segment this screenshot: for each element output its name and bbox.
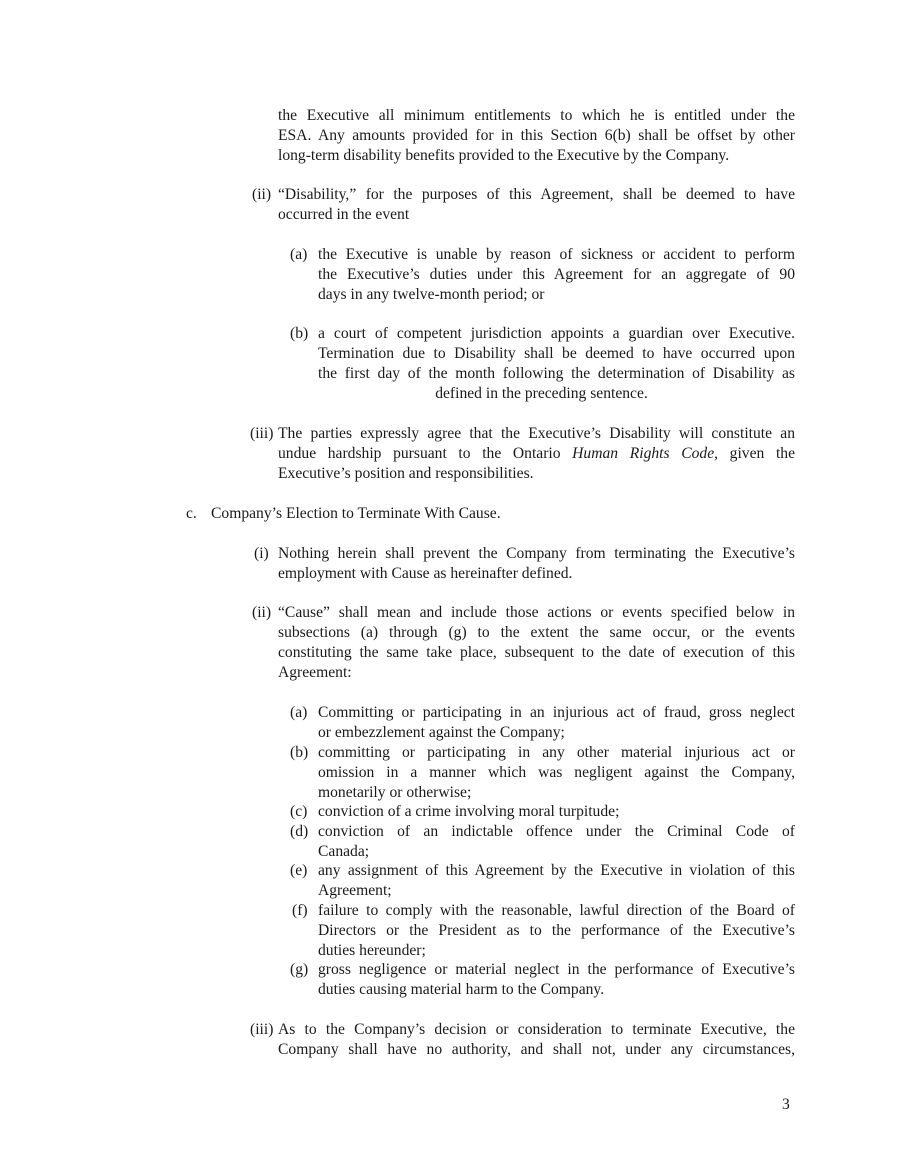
text-line: a court of competent jurisdiction appoints a guardian over Executive. <box>318 325 795 342</box>
subclause-marker: (f) <box>292 902 308 919</box>
text-line: defined in the preceding sentence. <box>435 385 648 402</box>
text-line: Termination due to Disability shall be deemed to have occurred upon <box>318 345 795 362</box>
subclause-marker: (d) <box>290 823 309 840</box>
clause-marker: (iii) <box>250 425 274 442</box>
cause-item-e <box>318 861 795 901</box>
text-line: “Disability,” for the purposes of this Agreement, shall be deemed to have <box>278 186 795 203</box>
text-line: the Executive is unable by reason of sickness or accident to perform <box>318 246 795 263</box>
text-line: Agreement; <box>318 882 392 899</box>
text-line: conviction of an indictable offence under the Criminal Code of <box>318 823 795 840</box>
subclause-marker: (c) <box>290 803 308 820</box>
cause-item-g <box>318 960 795 1000</box>
text-line: The parties expressly agree that the Executive’s Disability will constitute an <box>278 425 795 442</box>
disability-subclause-a <box>318 245 795 305</box>
text-line: the Executive’s duties under this Agreement for an aggregate of 90 <box>318 266 795 283</box>
subclause-marker: (b) <box>290 744 309 761</box>
text-line: conviction of a crime involving moral turpitude; <box>318 803 620 820</box>
text-line: Directors or the President as to the performance of the Executive’s <box>318 922 795 939</box>
text-line: As to the Company’s decision or consideration to terminate Executive, the <box>278 1021 795 1038</box>
disability-definition <box>278 185 795 225</box>
section-marker: c. <box>186 505 197 522</box>
cause-item-c <box>318 802 795 822</box>
text-line: committing or participating in any other material injurious act or <box>318 744 795 761</box>
text-line: Agreement: <box>278 664 352 681</box>
text-line: duties causing material harm to the Company. <box>318 981 605 998</box>
disability-subclause-b <box>318 324 795 404</box>
section-heading: Company’s Election to Terminate With Cause. <box>211 505 501 522</box>
cause-item-d <box>318 822 795 862</box>
page-number: 3 <box>782 1096 790 1113</box>
text-line: failure to comply with the reasonable, lawful direction of the Board of <box>318 902 795 919</box>
text-line: Canada; <box>318 843 370 860</box>
clause-marker: (ii) <box>252 604 272 621</box>
clause-marker: (iii) <box>250 1021 274 1038</box>
cause-clause-i <box>278 544 795 584</box>
cause-item-b <box>318 743 795 803</box>
text-line: subsections (a) through (g) to the extent the same occur, or the events <box>278 624 795 641</box>
text-line: any assignment of this Agreement by the Executive in violation of this <box>318 862 795 879</box>
clause-marker: (i) <box>254 545 269 562</box>
clause-marker: (ii) <box>252 186 272 203</box>
subclause-marker: (b) <box>290 325 309 342</box>
continuation-paragraph <box>278 106 795 166</box>
text-line: employment with Cause as hereinafter defined. <box>278 565 573 582</box>
text-fragment: undue hardship pursuant to the Ontario <box>278 445 561 462</box>
cause-item-a <box>318 703 795 743</box>
text-fragment: , given the <box>714 445 795 462</box>
subclause-marker: (a) <box>290 246 308 263</box>
text-line: constituting the same take place, subsequent to the date of execution of this <box>278 644 795 661</box>
text-line: ESA. Any amounts provided for in this Section 6(b) shall be offset by other <box>278 127 795 144</box>
text-line: long-term disability benefits provided to the Executive by the Company. <box>278 147 730 164</box>
text-line: or embezzlement against the Company; <box>318 724 565 741</box>
text-line: duties hereunder; <box>318 942 426 959</box>
text-line: the first day of the month following the determination of Disability as <box>318 365 795 382</box>
text-line: Executive’s position and responsibilities. <box>278 465 534 482</box>
text-line: gross negligence or material neglect in the performance of Executive’s <box>318 961 795 978</box>
subclause-marker: (g) <box>290 961 309 978</box>
undue-hardship-clause <box>278 424 795 484</box>
text-line: occurred in the event <box>278 206 410 223</box>
text-line: Committing or participating in an injurious act of fraud, gross neglect <box>318 704 795 721</box>
text-line: the Executive all minimum entitlements to which he is entitled under the <box>278 107 795 124</box>
text-line: omission in a manner which was negligent against the Company, <box>318 764 795 781</box>
text-line <box>278 444 795 464</box>
cause-item-f <box>318 901 795 961</box>
cause-clause-iii <box>278 1020 795 1060</box>
text-line: Nothing herein shall prevent the Company from terminating the Executive’s <box>278 545 795 562</box>
statute-title: Human Rights Code <box>572 445 715 462</box>
subclause-marker: (e) <box>290 862 308 879</box>
subclause-marker: (a) <box>290 704 308 721</box>
text-line: “Cause” shall mean and include those actions or events specified below in <box>278 604 795 621</box>
cause-clause-ii <box>278 603 795 683</box>
text-line: monetarily or otherwise; <box>318 784 472 801</box>
text-line: days in any twelve-month period; or <box>318 286 545 303</box>
text-line: Company shall have no authority, and shall not, under any circumstances, <box>278 1041 795 1058</box>
